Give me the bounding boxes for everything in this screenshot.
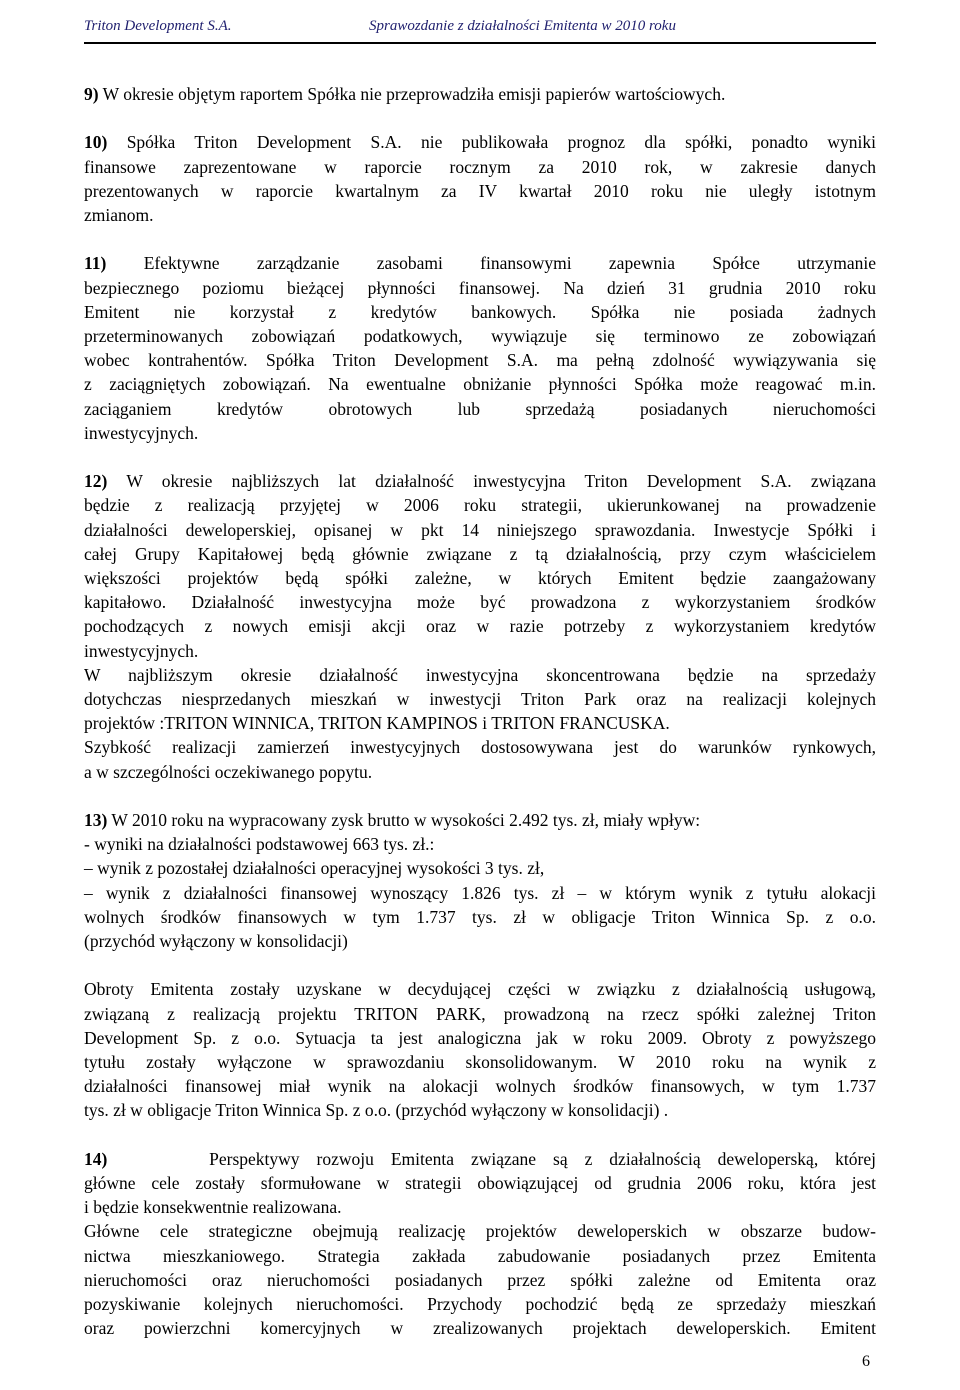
paragraph-line: prezentowanych w raporcie kwartalnym za IV kwartał 2010 roku nie uległy istotnym bbox=[84, 180, 876, 201]
paragraph-line: wolnych środków finansowych w tym 1.737 tys. zł w obligacje Triton Winnica Sp. z o.o. bbox=[84, 906, 876, 927]
paragraph-line: Development Sp. z o.o. Sytuacja ta jest analogiczna jak w roku 2009. Obroty z powyższego bbox=[84, 1027, 876, 1048]
paragraph-line: W najbliższym okresie działalność inwestycyjna skoncentrowana będzie na sprzedaży bbox=[84, 664, 876, 685]
paragraph-line: związaną z realizacją projektu TRITON PARK, prowadzoną na rzecz spółki zależnej Triton bbox=[84, 1003, 876, 1024]
paragraph-line: inwestycyjnych. bbox=[84, 422, 199, 443]
paragraph-line: Szybkość realizacji zamierzeń inwestycyjnych dostosowywana jest do warunków rynkowych, bbox=[84, 737, 876, 758]
paragraph-line: pochodzących z nowych emisji akcji oraz w razie potrzeby z wykorzystaniem kredytów bbox=[84, 616, 876, 637]
paragraph-line: finansowe zaprezentowane w raporcie rocznym za 2010 rok, w zakresie danych bbox=[84, 156, 876, 177]
paragraph-line: z zaciągniętych zobowiązań. Na ewentualne obniżanie płynności Spółka może reagować m.in. bbox=[84, 374, 876, 395]
section-number: 14) bbox=[84, 1148, 108, 1169]
paragraph-line: Główne cele strategiczne obejmują realizację projektów deweloperskich w obszarze budow- bbox=[84, 1221, 876, 1242]
page-header bbox=[84, 18, 876, 40]
section-number: 9) bbox=[84, 84, 99, 104]
paragraph-line: 9) W okresie objętym raportem Spółka nie przeprowadziła emisji papierów wartościowych. bbox=[84, 84, 726, 104]
paragraph-line: zmianom. bbox=[84, 205, 154, 225]
paragraph-line: 12) W okresie najbliższych lat działalność inwestycyjna Triton Development S.A. związana bbox=[84, 471, 876, 492]
section-number: 12) bbox=[84, 471, 108, 492]
header-report-title: Sprawozdanie z działalności Emitenta w 2010 roku bbox=[369, 18, 676, 34]
paragraph-line: przeterminowanych zobowiązań podatkowych, wywiązuje się terminowo ze zobowiązań bbox=[84, 326, 876, 346]
paragraph-line: nictwa mieszkaniowego. Strategia zakłada zabudowanie posiadanych przez Emitenta bbox=[84, 1245, 876, 1266]
section-10 bbox=[84, 130, 876, 227]
section-12 bbox=[84, 469, 876, 784]
paragraph-line: a w szczególności oczekiwanego popytu. bbox=[84, 761, 373, 782]
paragraph-line: kapitałowo. Działalność inwestycyjna może być prowadzona z wykorzystaniem środków bbox=[84, 592, 876, 613]
paragraph-line: tytułu zostały wyłączone w sprawozdaniu skonsolidowanym. W 2010 roku na wynik z bbox=[84, 1052, 876, 1073]
revenue-paragraph bbox=[84, 977, 876, 1122]
paragraph-line: zaciąganiem kredytów obrotowych lub sprzedażą posiadanych nieruchomości bbox=[84, 398, 876, 419]
paragraph-line: działalności finansowej miał wynik na alokacji wolnych środków finansowych, w tym 1.737 bbox=[84, 1076, 876, 1097]
paragraph-line: (przychód wyłączony w konsolidacji) bbox=[84, 931, 348, 952]
paragraph-line: oraz powierzchni komercyjnych w zrealizowanych projektach deweloperskich. Emitent bbox=[84, 1318, 876, 1339]
section-number: 13) bbox=[84, 810, 108, 831]
paragraph-line: 13) W 2010 roku na wypracowany zysk brutto w wysokości 2.492 tys. zł, miały wpływ: bbox=[84, 810, 701, 831]
paragraph-line: inwestycyjnych. bbox=[84, 640, 199, 661]
paragraph-line: – wynik z pozostałej działalności operacyjnej wysokości 3 tys. zł, bbox=[84, 858, 545, 879]
section-13 bbox=[84, 808, 876, 953]
paragraph-line: będzie z realizacją przyjętej w 2006 roku strategii, ukierunkowanej na prowadzenie bbox=[84, 495, 876, 516]
paragraph-line: większości projektów będą spółki zależne, w których Emitent będzie zaangażowany bbox=[84, 568, 876, 589]
header-company: Triton Development S.A. bbox=[84, 18, 232, 34]
paragraph-line: projektów :TRITON WINNICA, TRITON KAMPINOS i TRITON FRANCUSKA. bbox=[84, 713, 670, 734]
section-9 bbox=[84, 82, 876, 106]
section-11 bbox=[84, 251, 876, 445]
section-14 bbox=[84, 1147, 876, 1341]
section-number: 10) bbox=[84, 132, 108, 153]
paragraph-line: całej Grupy Kapitałowej będą głównie związane z tą działalnością, przy czym właścicielem bbox=[84, 543, 876, 564]
paragraph-line: 10) Spółka Triton Development S.A. nie publikowała prognoz dla spółki, ponadto wyniki bbox=[84, 132, 876, 153]
paragraph-line: Obroty Emitenta zostały uzyskane w decydującej części w związku z działalnością usługową, bbox=[84, 979, 876, 1000]
paragraph-line: tys. zł w obligacje Triton Winnica Sp. z o.o. (przychód wyłączony w konsolidacji) . bbox=[84, 1100, 669, 1121]
paragraph-line: i będzie konsekwentnie realizowana. bbox=[84, 1197, 342, 1218]
paragraph-line: 14) Perspektywy rozwoju Emitenta związane są z działalnością deweloperską, której bbox=[84, 1148, 876, 1169]
paragraph-line: bezpiecznego poziomu bieżącej płynności finansowej. Na dzień 31 grudnia 2010 roku bbox=[84, 277, 876, 298]
paragraph-line: - wyniki na działalności podstawowej 663 tys. zł.: bbox=[84, 834, 435, 855]
paragraph-line: dotychczas niesprzedanych mieszkań w inwestycji Triton Park oraz na realizacji kolejnych bbox=[84, 689, 876, 710]
paragraph-line: wobec kontrahentów. Spółka Triton Development S.A. ma pełną zdolność wywiązywania się bbox=[84, 350, 876, 371]
section-number: 11) bbox=[84, 253, 107, 274]
page-number: 6 bbox=[862, 1353, 870, 1370]
paragraph-line: główne cele zostały sformułowane w strategii obowiązującej od grudnia 2006 roku, która jest bbox=[84, 1173, 876, 1194]
paragraph-line: nieruchomości oraz nieruchomości posiadanych przez spółki zależne od Emitenta oraz bbox=[84, 1269, 876, 1290]
paragraph-line: pozyskiwanie kolejnych nieruchomości. Przychody pochodzić będą ze sprzedaży mieszkań bbox=[84, 1294, 876, 1315]
paragraph-line: działalności deweloperskiej, opisanej w pkt 14 niniejszego sprawozdania. Inwestycje Spółki i bbox=[84, 519, 876, 540]
paragraph-line: – wynik z działalności finansowej wynoszący 1.826 tys. zł – w którym wynik z tytułu alokacji bbox=[84, 882, 876, 903]
header-rule bbox=[84, 42, 876, 44]
document-body bbox=[84, 82, 876, 1340]
paragraph-line: Emitent nie korzystał z kredytów bankowych. Spółka nie posiada żadnych bbox=[84, 301, 876, 322]
paragraph-line: 11) Efektywne zarządzanie zasobami finansowymi zapewnia Spółce utrzymanie bbox=[84, 253, 876, 274]
